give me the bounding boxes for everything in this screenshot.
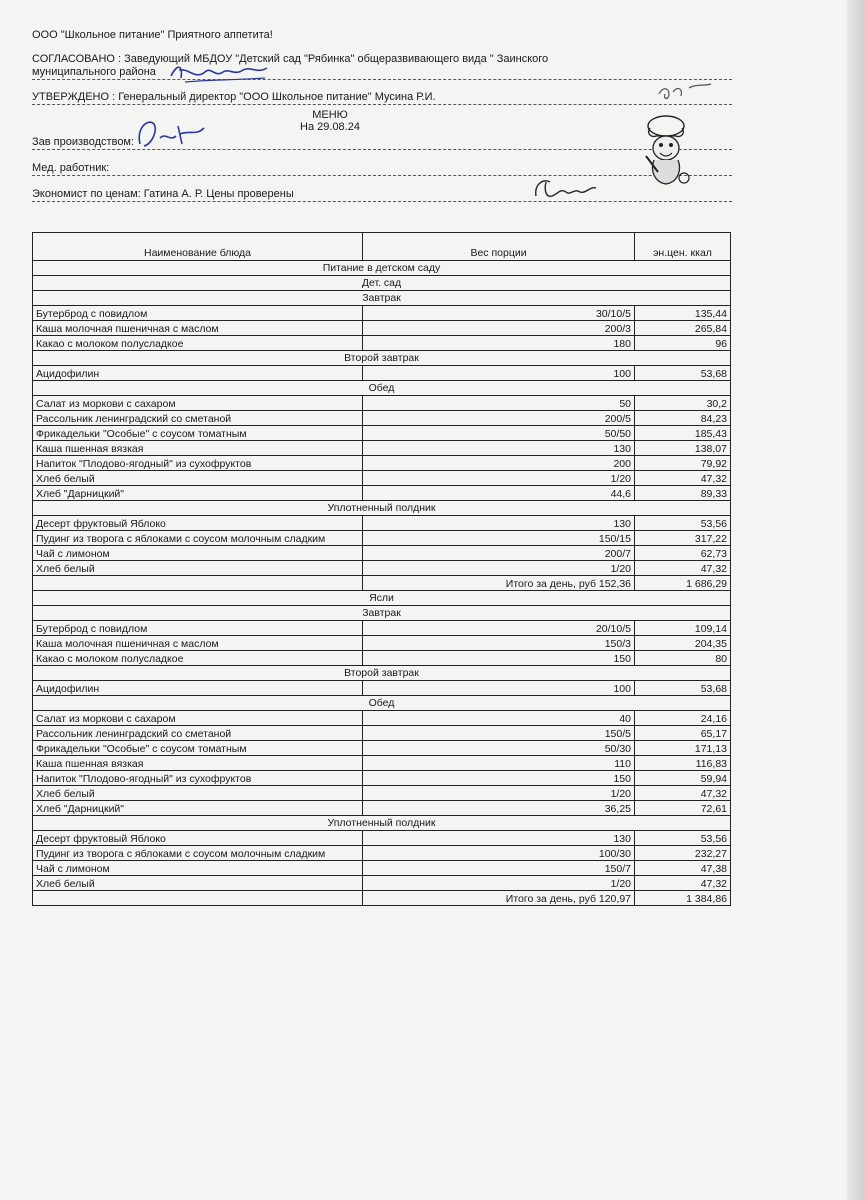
dish-weight: 50	[363, 396, 635, 411]
table-row	[33, 561, 731, 576]
dish-energy: 96	[635, 336, 731, 351]
table-row	[33, 306, 731, 321]
dish-weight: 130	[363, 516, 635, 531]
dish-name: Какао с молоком полусладкое	[33, 651, 363, 666]
dish-energy: 65,17	[635, 726, 731, 741]
dish-energy: 62,73	[635, 546, 731, 561]
dish-name: Фрикадельки "Особые" с соусом томатным	[33, 741, 363, 756]
dish-weight: 100	[363, 366, 635, 381]
dish-energy: 53,68	[635, 681, 731, 696]
dish-name: Хлеб белый	[33, 876, 363, 891]
section-label: Ясли	[33, 591, 731, 606]
dish-name: Чай с лимоном	[33, 861, 363, 876]
table-row	[33, 846, 731, 861]
dish-energy: 1 686,29	[635, 576, 731, 591]
approved-line: УТВЕРЖДЕНО : Генеральный директор "ООО Школьное питание" Мусина Р.И.	[32, 91, 436, 103]
agreed-line-1: СОГЛАСОВАНО : Заведующий МБДОУ "Детский сад "Рябинка" общеразвивающего вида " Заинского	[32, 53, 549, 65]
dish-weight: 20/10/5	[363, 621, 635, 636]
stamp-mark-top-right	[655, 80, 715, 106]
dish-weight: 1/20	[363, 471, 635, 486]
dish-energy: 109,14	[635, 621, 731, 636]
dish-energy: 171,13	[635, 741, 731, 756]
dish-name: Десерт фруктовый Яблоко	[33, 831, 363, 846]
dish-energy: 53,68	[635, 366, 731, 381]
dish-energy: 47,32	[635, 471, 731, 486]
dish-name: Какао с молоком полусладкое	[33, 336, 363, 351]
dish-name: Напиток "Плодово-ягодный" из сухофруктов	[33, 456, 363, 471]
table-row	[33, 876, 731, 891]
section-label: Обед	[33, 696, 731, 711]
menu-title: МЕНЮ	[312, 109, 348, 121]
table-row	[33, 336, 731, 351]
table-row	[33, 321, 731, 336]
dish-name: Салат из моркови с сахаром	[33, 711, 363, 726]
table-row	[33, 486, 731, 501]
section-row	[33, 591, 731, 606]
dish-energy: 80	[635, 651, 731, 666]
dish-weight: 100/30	[363, 846, 635, 861]
table-row	[33, 366, 731, 381]
table-row	[33, 471, 731, 486]
section-row	[33, 261, 731, 276]
signature-production	[130, 114, 210, 154]
table-row	[33, 771, 731, 786]
dish-weight: 110	[363, 756, 635, 771]
dish-weight: 1/20	[363, 561, 635, 576]
dish-name: Каша пшенная вязкая	[33, 441, 363, 456]
dish-name: Каша молочная пшеничная с маслом	[33, 636, 363, 651]
section-row	[33, 696, 731, 711]
dish-energy: 138,07	[635, 441, 731, 456]
dish-weight: 30/10/5	[363, 306, 635, 321]
agreed-line-2: муниципального района	[32, 66, 156, 78]
dish-energy: 59,94	[635, 771, 731, 786]
medic-underline	[32, 175, 732, 176]
dish-energy: 185,43	[635, 426, 731, 441]
dish-weight: 44,6	[363, 486, 635, 501]
section-row	[33, 291, 731, 306]
col-header-name: Наименование блюда	[33, 233, 363, 261]
section-label: Второй завтрак	[33, 666, 731, 681]
section-row	[33, 381, 731, 396]
table-row	[33, 546, 731, 561]
dish-name: Бутерброд с повидлом	[33, 306, 363, 321]
economist-line: Экономист по ценам: Гатина А. Р. Цены проверены	[32, 188, 294, 200]
dish-weight: Итого за день, руб 152,36	[363, 576, 635, 591]
section-label: Уплотненный полдник	[33, 501, 731, 516]
dish-name: Хлеб белый	[33, 471, 363, 486]
signature-economist	[530, 174, 600, 204]
production-head-label: Зав производством:	[32, 136, 135, 148]
col-header-weight: Вес порции	[363, 233, 635, 261]
table-row	[33, 441, 731, 456]
dish-name: Пудинг из творога с яблоками с соусом молочным сладким	[33, 531, 363, 546]
dish-weight: 200/3	[363, 321, 635, 336]
section-label: Второй завтрак	[33, 351, 731, 366]
dish-weight: 150/5	[363, 726, 635, 741]
dish-weight: Итого за день, руб 120,97	[363, 891, 635, 906]
table-row	[33, 786, 731, 801]
dish-energy: 24,16	[635, 711, 731, 726]
dish-name: Чай с лимоном	[33, 546, 363, 561]
dish-name: Хлеб белый	[33, 786, 363, 801]
dish-energy: 1 384,86	[635, 891, 731, 906]
table-row	[33, 426, 731, 441]
dish-name: Салат из моркови с сахаром	[33, 396, 363, 411]
table-row	[33, 411, 731, 426]
dish-weight: 40	[363, 711, 635, 726]
dish-energy: 47,38	[635, 861, 731, 876]
table-row	[33, 396, 731, 411]
menu-date: На 29.08.24	[300, 121, 360, 133]
dish-energy: 232,27	[635, 846, 731, 861]
table-row	[33, 801, 731, 816]
dish-weight: 130	[363, 831, 635, 846]
dish-weight: 150/3	[363, 636, 635, 651]
dish-energy: 47,32	[635, 786, 731, 801]
economist-underline	[32, 201, 732, 202]
dish-energy: 72,61	[635, 801, 731, 816]
table-row	[33, 531, 731, 546]
menu-table-body	[33, 261, 731, 906]
dish-weight: 1/20	[363, 786, 635, 801]
dish-name: Ацидофилин	[33, 366, 363, 381]
dish-energy: 30,2	[635, 396, 731, 411]
dish-weight: 1/20	[363, 876, 635, 891]
dish-energy: 47,32	[635, 561, 731, 576]
table-row	[33, 726, 731, 741]
dish-name: Напиток "Плодово-ягодный" из сухофруктов	[33, 771, 363, 786]
dish-weight: 150	[363, 771, 635, 786]
dish-weight: 200/5	[363, 411, 635, 426]
table-row	[33, 456, 731, 471]
dish-weight: 100	[363, 681, 635, 696]
dish-name: Хлеб белый	[33, 561, 363, 576]
medic-label: Мед. работник:	[32, 162, 110, 174]
table-row	[33, 711, 731, 726]
scan-edge-shadow	[847, 0, 865, 1200]
section-row	[33, 351, 731, 366]
dish-weight: 36,25	[363, 801, 635, 816]
table-row	[33, 636, 731, 651]
dish-weight: 150/15	[363, 531, 635, 546]
table-header-row	[33, 233, 731, 261]
dish-name: Фрикадельки "Особые" с соусом томатным	[33, 426, 363, 441]
dish-name: Рассольник ленинградский со сметаной	[33, 411, 363, 426]
dish-name: Каша пшенная вязкая	[33, 756, 363, 771]
dish-name: Бутерброд с повидлом	[33, 621, 363, 636]
menu-table	[32, 232, 731, 906]
dish-energy: 84,23	[635, 411, 731, 426]
section-row	[33, 501, 731, 516]
section-label: Уплотненный полдник	[33, 816, 731, 831]
dish-energy: 135,44	[635, 306, 731, 321]
dish-energy: 116,83	[635, 756, 731, 771]
dish-energy: 53,56	[635, 831, 731, 846]
section-label: Обед	[33, 381, 731, 396]
dish-weight: 130	[363, 441, 635, 456]
dish-weight: 180	[363, 336, 635, 351]
dish-name: Ацидофилин	[33, 681, 363, 696]
dish-name: Каша молочная пшеничная с маслом	[33, 321, 363, 336]
approved-underline	[32, 104, 732, 105]
dish-weight: 200	[363, 456, 635, 471]
dish-name	[33, 891, 363, 906]
dish-energy: 265,84	[635, 321, 731, 336]
section-label: Дет. сад	[33, 276, 731, 291]
signature-agreed	[165, 58, 275, 88]
dish-energy: 89,33	[635, 486, 731, 501]
dish-name: Десерт фруктовый Яблоко	[33, 516, 363, 531]
table-row	[33, 681, 731, 696]
dish-weight: 150	[363, 651, 635, 666]
section-label: Завтрак	[33, 291, 731, 306]
table-row	[33, 621, 731, 636]
table-row	[33, 756, 731, 771]
dish-name: Хлеб "Дарницкий"	[33, 486, 363, 501]
dish-name: Рассольник ленинградский со сметаной	[33, 726, 363, 741]
dish-energy: 79,92	[635, 456, 731, 471]
dish-weight: 50/30	[363, 741, 635, 756]
dish-energy: 53,56	[635, 516, 731, 531]
table-row	[33, 516, 731, 531]
dish-name: Хлеб "Дарницкий"	[33, 801, 363, 816]
dish-energy: 204,35	[635, 636, 731, 651]
total-row	[33, 891, 731, 906]
org-line: ООО "Школьное питание" Приятного аппетита!	[32, 29, 273, 41]
section-row	[33, 816, 731, 831]
section-row	[33, 606, 731, 621]
table-row	[33, 861, 731, 876]
dish-name: Пудинг из творога с яблоками с соусом молочным сладким	[33, 846, 363, 861]
section-label: Питание в детском саду	[33, 261, 731, 276]
table-row	[33, 741, 731, 756]
dish-energy: 317,22	[635, 531, 731, 546]
dish-name	[33, 576, 363, 591]
col-header-energy: эн.цен. ккал	[635, 233, 731, 261]
total-row	[33, 576, 731, 591]
section-row	[33, 666, 731, 681]
section-label: Завтрак	[33, 606, 731, 621]
dish-weight: 50/50	[363, 426, 635, 441]
table-row	[33, 831, 731, 846]
section-row	[33, 276, 731, 291]
dish-energy: 47,32	[635, 876, 731, 891]
agreed-underline	[32, 79, 732, 80]
table-row	[33, 651, 731, 666]
chef-logo	[636, 112, 698, 188]
dish-weight: 200/7	[363, 546, 635, 561]
dish-weight: 150/7	[363, 861, 635, 876]
